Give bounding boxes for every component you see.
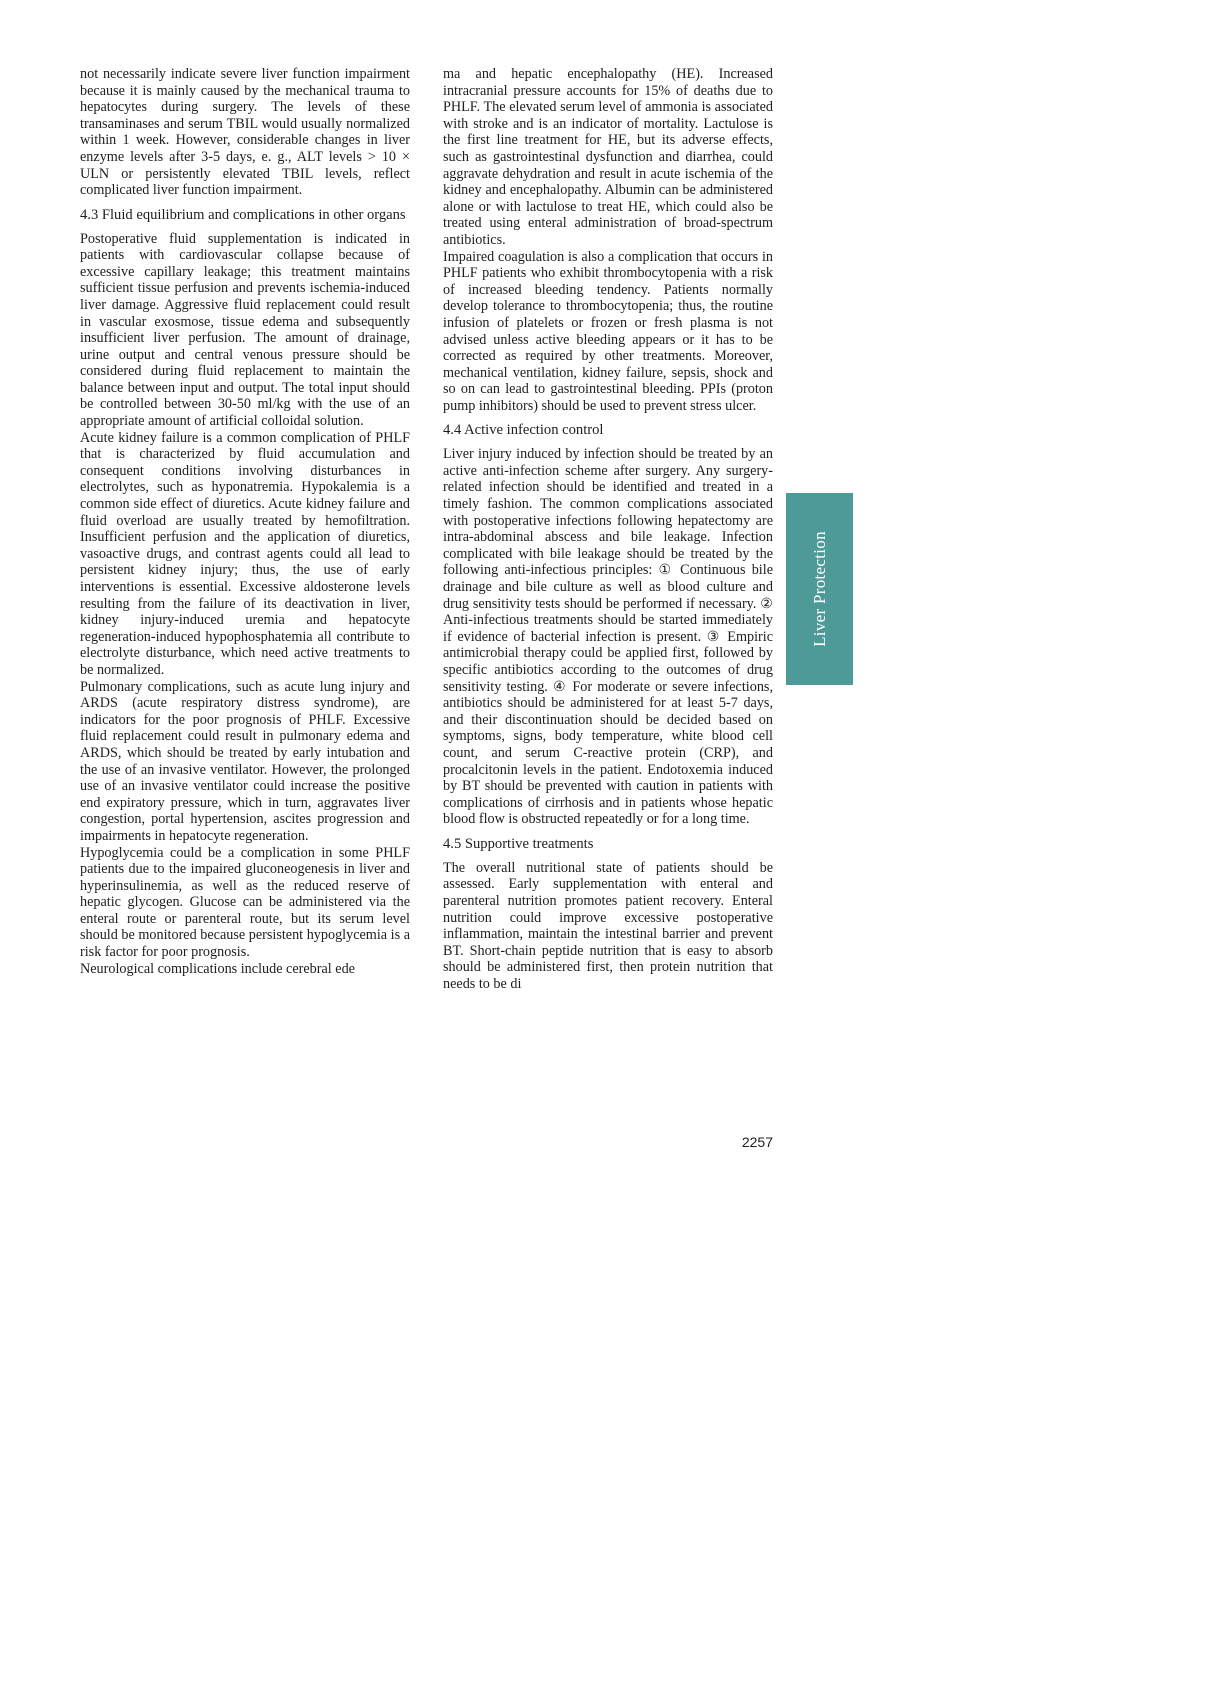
- paragraph-pulmonary-complications: Pulmonary complications, such as acute lung injury and ARDS (acute respiratory distress syndrome), are indicators for the poor prognosis of PHLF. Excessive fluid replacement could result in pulmonary edema and ARDS, which should be treated by early intubation and the use of an invasive ventilator. However, the prolonged use of an invasive ventilator could increase the positive end expiratory pressure, which in turn, aggravates liver congestion, portal hypertension, ascites progression and impairments in hepatocyte regeneration.: [80, 678, 410, 844]
- section-heading-4-3: 4.3 Fluid equilibrium and complications in other organs: [80, 206, 406, 223]
- paragraph-liver-enzymes: not necessarily indicate severe liver function impairment because it is mainly caused by the mechanical trauma to hepatocytes during surgery. The levels of these transaminases and serum TBIL would usually normalized within 1 week. However, considerable changes in liver enzyme levels after 3-5 days, e. g., ALT levels > 10 × ULN or persistently elevated TBIL levels, reflect complicated liver function impairment.: [80, 66, 410, 199]
- paragraph-hypoglycemia: Hypoglycemia could be a complication in some PHLF patients due to the impaired gluconeogenesis in liver and hyperinsulinemia, as well as the reduced reserve of hepatic glycogen. Glucose can be administered via the enteral route or parenteral route, but its serum level should be monitored because persistent hypoglycemia is a risk factor for poor prognosis.: [80, 844, 410, 961]
- paragraph-encephalopathy: ma and hepatic encephalopathy (HE). Increased intracranial pressure accounts for 15% of deaths due to PHLF. The elevated serum level of ammonia is associated with stroke and is an indicator of mortality. Lactulose is the first line treatment for HE, but its adverse effects, such as gastrointestinal dysfunction and diarrhea, could aggravate dehydration and result in acute ischemia of the kidney and encephalopathy. Albumin can be administered alone or with lactulose to treat HE, which could also be treated using enteral administration of broad-spectrum antibiotics.: [443, 66, 773, 248]
- side-tab-label: Liver Protection: [809, 531, 829, 647]
- left-column: [80, 66, 410, 977]
- section-heading-4-4: 4.4 Active infection control: [443, 422, 604, 439]
- paragraph-supportive-treatments: The overall nutritional state of patients should be assessed. Early supplementation with enteral and parenteral nutrition promotes patient recovery. Enteral nutrition could improve excessive postoperative inflammation, maintain the intestinal barrier and prevent BT. Short-chain peptide nutrition that is easy to absorb should be administered first, then protein nutrition that needs to be di: [443, 859, 773, 992]
- paragraph-neurological-start: Neurological complications include cerebral ede: [80, 960, 355, 977]
- right-column: [443, 66, 773, 992]
- paragraph-acute-kidney-failure: Acute kidney failure is a common complication of PHLF that is characterized by fluid accumulation and consequent conditions involving disturbances in electrolytes, such as hyponatremia. Hypokalemia is a common side effect of diuretics. Acute kidney failure and fluid overload are usually treated by hemofiltration. Insufficient perfusion and the application of diuretics, vasoactive drugs, and contrast agents could all lead to persistent kidney injury; thus, the use of early interventions is essential. Excessive aldosterone levels resulting from the failure of its deactivation in liver, kidney injury-induced uremia and hepatocyte regeneration-induced hypophosphatemia all contribute to electrolyte disturbance, which need active treatments to be normalized.: [80, 429, 410, 678]
- section-side-tab: [786, 493, 853, 685]
- page-number: 2257: [741, 1134, 773, 1150]
- paragraph-coagulation: Impaired coagulation is also a complication that occurs in PHLF patients who exhibit thrombocytopenia with a risk of increased bleeding tendency. Patients normally develop tolerance to thrombocytopenia; thus, the routine infusion of platelets or frozen or fresh plasma is not advised unless active bleeding appears or it has to be corrected as required by other treatments. Moreover, mechanical ventilation, kidney failure, sepsis, shock and so on can lead to gastrointestinal bleeding. PPIs (proton pump inhibitors) should be used to prevent stress ulcer.: [443, 248, 773, 414]
- paragraph-infection-control: Liver injury induced by infection should be treated by an active anti-infection scheme after surgery. Any surgery-related infection should be identified and treated in a timely fashion. The common complications associated with postoperative infections following hepatectomy are intra-abdominal abscess and bile leakage. Infection complicated with bile leakage should be treated by the following anti-infectious principles: ① Continuous bile drainage and bile culture as well as blood culture and drug sensitivity tests should be performed if necessary. ② Anti-infectious treatments should be started immediately if evidence of bacterial infection is present. ③ Empiric antimicrobial therapy could be applied first, followed by specific antibiotics according to the outcomes of drug sensitivity testing. ④ For moderate or severe infections, antibiotics should be administered for at least 5-7 days, and their discontinuation should be decided based on symptoms, signs, body temperature, white blood cell count, and serum C-reactive protein (CRP), and procalcitonin levels in the patient. Endotoxemia induced by BT should be prevented with caution in patients with complications of cirrhosis and in patients whose hepatic blood flow is obstructed repeatedly or for a long time.: [443, 446, 773, 828]
- section-heading-4-5: 4.5 Supportive treatments: [443, 835, 594, 852]
- paragraph-fluid-supplementation: Postoperative fluid supplementation is indicated in patients with cardiovascular collapse because of excessive capillary leakage; this treatment maintains sufficient tissue perfusion and prevents ischemia-induced liver damage. Aggressive fluid replacement could result in vascular exosmose, tissue edema and subsequently insufficient liver perfusion. The amount of drainage, urine output and central venous pressure should be considered during fluid replacement to maintain the balance between input and output. The total input should be controlled between 30-50 ml/kg with the use of an appropriate amount of artificial colloidal solution.: [80, 230, 410, 430]
